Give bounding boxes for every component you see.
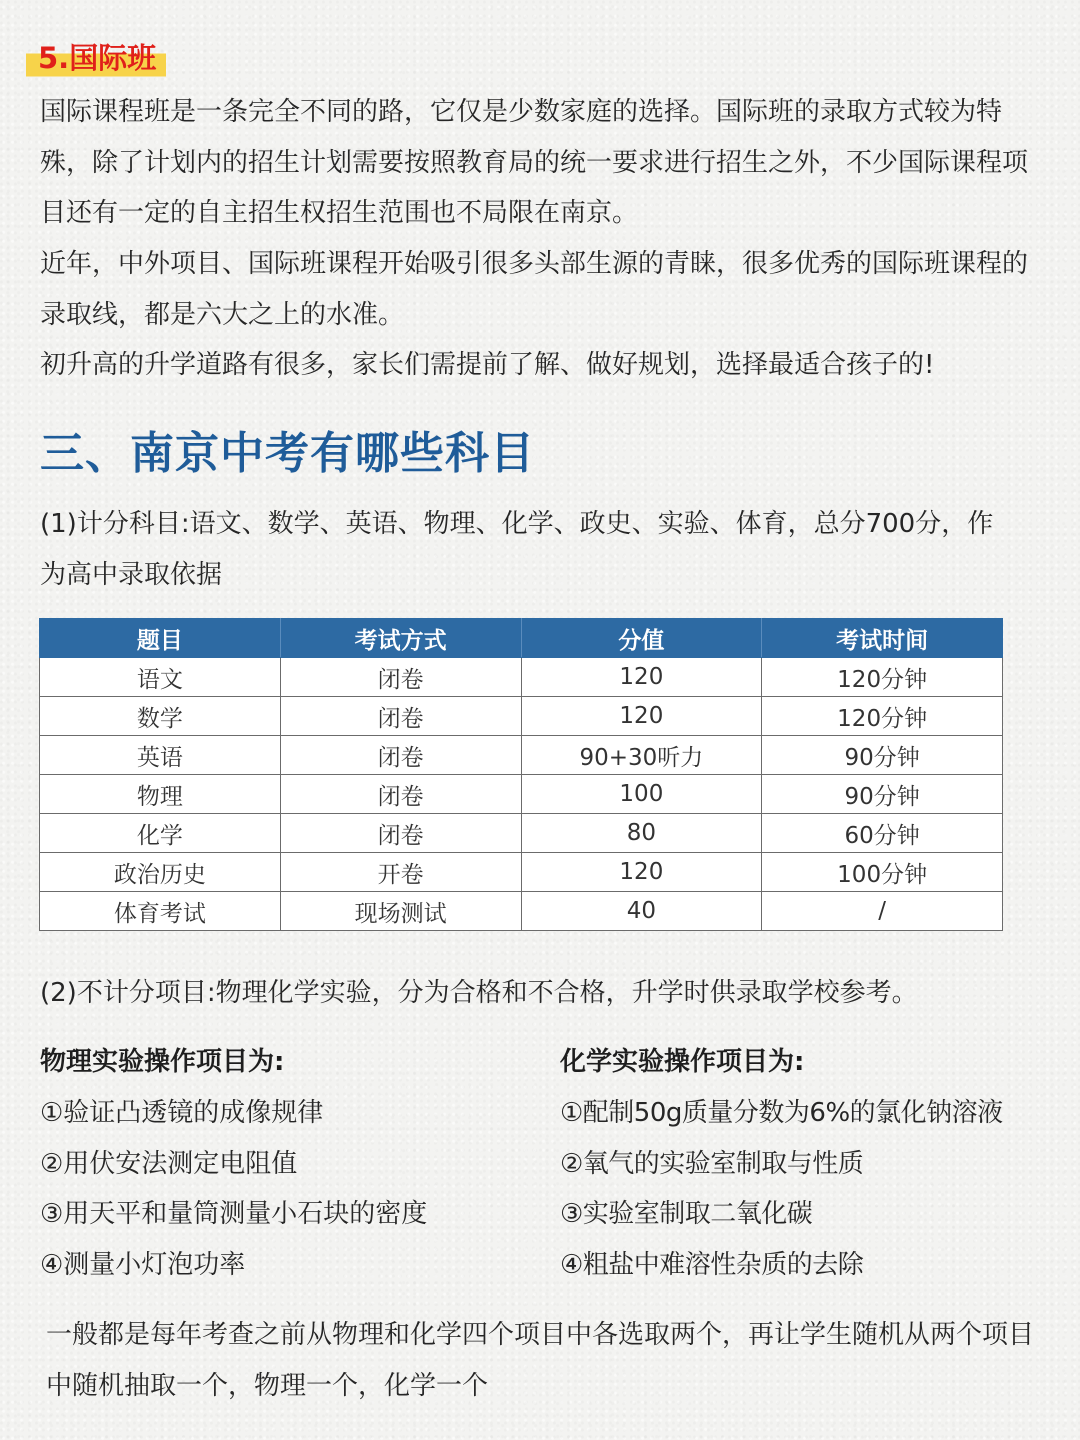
table-cell: 开卷 — [280, 853, 521, 892]
list-item: ②氧气的实验室制取与性质 — [560, 1148, 864, 1179]
intro-paragraph-2: 近年，中外项目、国际班课程开始吸引很多头部生源的青睐，很多优秀的国际班课程的录取线，都是六大之上的水准。 — [40, 249, 1029, 330]
list-item: ③用天平和量筒测量小石块的密度 — [40, 1199, 428, 1229]
table-cell: / — [762, 892, 1003, 931]
list-item: ①配制50g质量分数为6%的氯化钠溶液 — [560, 1098, 1003, 1128]
section-tag: 5.国际班 — [26, 36, 166, 80]
table-row — [40, 853, 1003, 892]
table-cell: 数学 — [40, 697, 281, 736]
table-row — [40, 658, 1003, 697]
table-row — [40, 814, 1003, 853]
scored-subjects-text: (1)计分科目:语文、数学、英语、物理、化学、政史、实验、体育，总分700分，作为高中录取依据 — [40, 509, 994, 590]
table-cell: 90分钟 — [762, 736, 1003, 775]
table-cell: 闭卷 — [280, 658, 521, 697]
table-cell: 闭卷 — [280, 697, 521, 736]
table-cell: 闭卷 — [280, 775, 521, 814]
physics-title: 物理实验操作项目为: — [40, 1047, 285, 1077]
header-subject: 题目 — [40, 619, 281, 658]
table-cell: 化学 — [40, 814, 281, 853]
table-header-row — [40, 619, 1003, 658]
table-cell: 90分钟 — [762, 775, 1003, 814]
table-cell: 闭卷 — [280, 736, 521, 775]
intro-paragraph-3: 初升高的升学道路有很多，家长们需提前了解、做好规划，选择最适合孩子的! — [40, 350, 935, 380]
table-cell: 120 — [521, 658, 762, 697]
table-cell: 体育考试 — [40, 892, 281, 931]
table-cell: 120 — [521, 697, 762, 736]
section-heading: 三、南京中考有哪些科目 — [40, 428, 535, 479]
list-item: ②用伏安法测定电阻值 — [40, 1148, 298, 1179]
table-cell: 90+30听力 — [521, 736, 762, 775]
list-item: ①验证凸透镜的成像规律 — [40, 1098, 324, 1128]
chemistry-list — [560, 1088, 1065, 1290]
subjects-table — [39, 618, 1003, 931]
table-cell: 物理 — [40, 775, 281, 814]
table-cell: 政治历史 — [40, 853, 281, 892]
header-score: 分值 — [521, 619, 762, 658]
table-cell: 100 — [521, 775, 762, 814]
table-cell: 120 — [521, 853, 762, 892]
table-cell: 100分钟 — [762, 853, 1003, 892]
header-exam-method: 考试方式 — [280, 619, 521, 658]
list-item: ③实验室制取二氧化碳 — [560, 1199, 813, 1229]
table-cell: 现场测试 — [280, 892, 521, 931]
table-cell: 60分钟 — [762, 814, 1003, 853]
table-cell: 80 — [521, 814, 762, 853]
table-cell: 闭卷 — [280, 814, 521, 853]
unscored-text: (2)不计分项目:物理化学实验，分为合格和不合格，升学时供录取学校参考。 — [40, 978, 918, 1008]
closing-text: 一般都是每年考查之前从物理和化学四个项目中各选取两个，再让学生随机从两个项目中随机抽取一个，物理一个，化学一个 — [46, 1320, 1035, 1401]
table-row — [40, 775, 1003, 814]
list-item: ④测量小灯泡功率 — [40, 1249, 246, 1280]
table-row — [40, 736, 1003, 775]
physics-list — [40, 1088, 540, 1290]
intro-paragraph-1: 国际课程班是一条完全不同的路，它仅是少数家庭的选择。国际班的录取方式较为特殊，除了计划内的招生计划需要按照教育局的统一要求进行招生之外，不少国际课程项目还有一定的自主招生权招生范围也不局限在南京。 — [40, 97, 1029, 228]
table-cell: 英语 — [40, 736, 281, 775]
table-cell: 120分钟 — [762, 697, 1003, 736]
list-item: ④粗盐中难溶性杂质的去除 — [560, 1249, 864, 1280]
chemistry-title: 化学实验操作项目为: — [560, 1047, 805, 1077]
table-cell: 40 — [521, 892, 762, 931]
table-row — [40, 892, 1003, 931]
header-exam-time: 考试时间 — [762, 619, 1003, 658]
table-cell: 语文 — [40, 658, 281, 697]
table-cell: 120分钟 — [762, 658, 1003, 697]
table-row — [40, 697, 1003, 736]
